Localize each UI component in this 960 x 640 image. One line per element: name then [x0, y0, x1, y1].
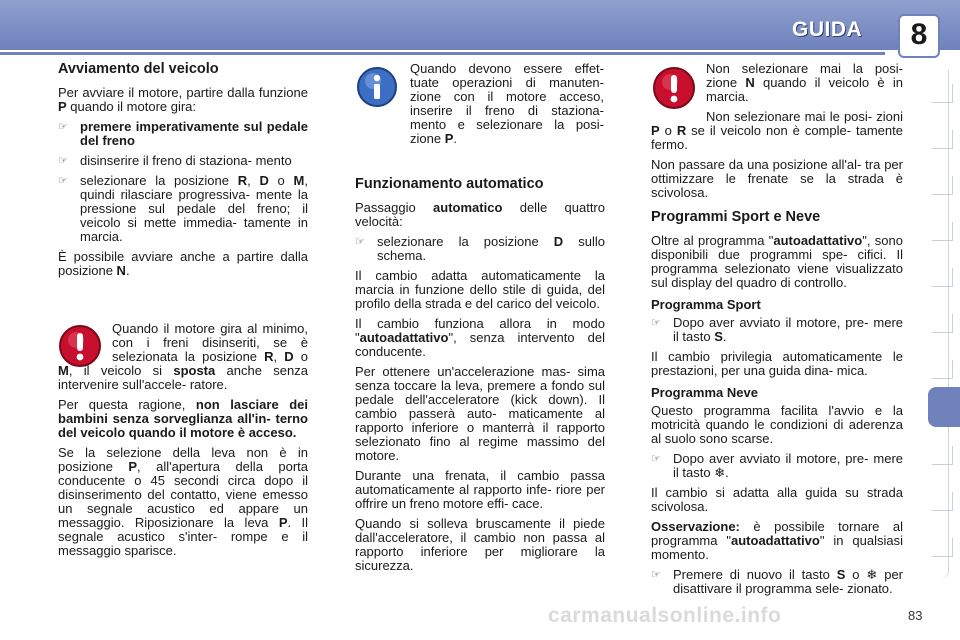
side-tab-active[interactable]: [928, 387, 960, 427]
column-2: [355, 177, 605, 579]
paragraph: Non passare da una posizione all'al- tra per ottimizzare le frenate se la strada è scivolosa.: [651, 157, 903, 200]
section-heading: Avviamento del veicolo: [58, 61, 219, 77]
side-tab[interactable]: [932, 176, 953, 195]
subsection-heading: Programma Sport: [651, 297, 761, 312]
paragraph: Il cambio si adatta alla guida su strada scivolosa.: [651, 485, 903, 514]
side-tab[interactable]: [932, 446, 953, 465]
info-icon: [356, 66, 398, 108]
warning-text: Quando il motore gira al minimo, con i freni disinseriti, se è selezionata la posizione R, D o M, il veicolo si sposta anche senza intervenire sull'accele- ratore.: [58, 321, 308, 392]
paragraph: Il cambio privilegia automaticamente le prestazioni, per una guida dina- mica.: [651, 349, 903, 378]
paragraph: È possibile avviare anche a partire dalla posizione N.: [58, 249, 308, 278]
hand-pointer-icon: ☞: [58, 175, 68, 187]
side-tab[interactable]: [932, 538, 953, 557]
side-tabs: [928, 60, 960, 580]
paragraph: Il cambio adatta automaticamente la marcia in funzione dello stile di guida, del profilo della strada e del carico del veicolo.: [355, 268, 605, 311]
paragraph: Per questa ragione, non lasciare dei bambini senza sorveglianza all'in- terno del veicolo quando il motore è acceso.: [58, 397, 308, 440]
paragraph: Quando si solleva bruscamente il piede dall'acceleratore, il cambio non passa al rapporto inferiore per migliorare la sicurezza.: [355, 516, 605, 573]
bullet-item: ☞ selezionare la posizione D sullo schema.: [355, 234, 605, 263]
snowflake-icon: ❄: [866, 567, 878, 582]
bullet-item: ☞ premere imperativamente sul pedale del freno: [58, 119, 308, 148]
paragraph: Osservazione: è possibile tornare al programma "autoadattativo" in qualsiasi momento.: [651, 519, 903, 562]
warning-text: Non selezionare mai la posi- zione N quando il veicolo è in marcia.: [706, 61, 903, 104]
warning-box: [58, 322, 308, 564]
subsection-heading: Programma Neve: [651, 385, 758, 400]
page-number: 83: [908, 608, 923, 623]
side-tab[interactable]: [932, 492, 953, 511]
chapter-title: GUIDA: [792, 18, 863, 41]
side-tab[interactable]: [932, 268, 953, 287]
side-tab[interactable]: [932, 84, 953, 103]
column-1: [58, 62, 308, 284]
paragraph: Passaggio automatico delle quattro velocità:: [355, 200, 605, 229]
paragraph: Per avviare il motore, partire dalla funzione P quando il motore gira:: [58, 85, 308, 114]
info-text: Quando devono essere effet- tuate operazioni di manuten- zione con il motore acceso, inserire il freno di staziona- mento e selezionare la posi- zione P.: [410, 61, 604, 146]
bullet-item: ☞ Dopo aver avviato il motore, pre- mere il tasto ❄.: [651, 451, 903, 480]
section-heading: Programmi Sport e Neve: [651, 209, 821, 225]
hand-pointer-icon: ☞: [355, 236, 365, 248]
paragraph: Oltre al programma "autoadattativo", sono disponibili due programmi spe- cifici. Il programma selezionato viene visualizzato sul display del quadro di controllo.: [651, 233, 903, 290]
side-tab[interactable]: [932, 360, 953, 379]
hand-pointer-icon: ☞: [651, 569, 661, 581]
paragraph: Il cambio funziona allora in modo "autoadattativo", senza intervento del conducente.: [355, 316, 605, 359]
section-heading: Funzionamento automatico: [355, 176, 544, 192]
paragraph: Se la selezione della leva non è in posizione P, all'apertura della porta conducente o 45 secondi circa dopo il disinserimento del contatto, viene emesso un segnale acustico ed appare un messaggio. Riposizionare la leva P. Il segnale acustico s'inter- rompe e il messaggio sparisce.: [58, 445, 308, 558]
side-tab[interactable]: [932, 222, 953, 241]
hand-pointer-icon: ☞: [651, 453, 661, 465]
watermark: carmanualsonline.info: [548, 604, 782, 627]
hand-pointer-icon: ☞: [58, 155, 68, 167]
side-tab[interactable]: [932, 130, 953, 149]
side-tab[interactable]: [932, 314, 953, 333]
snowflake-icon: ❄: [714, 465, 726, 480]
paragraph: Durante una frenata, il cambio passa automaticamente al rapporto infe- riore per offrire un freno motore effi- cace.: [355, 468, 605, 511]
bullet-item: ☞ disinserire il freno di staziona- mento: [58, 153, 292, 168]
warning-text: Non selezionare mai le posi- zioni P o R se il veicolo non è comple- tamente fermo.: [651, 109, 903, 152]
paragraph: Per ottenere un'accelerazione mas- sima senza toccare la leva, premere a fondo sul pedale dell'acceleratore (kick down). Il cambio passerà auto- maticamente al rapporto inferiore o manterrà il rapporto selezionato fino al regime massimo del motore.: [355, 364, 605, 463]
bullet-item: ☞ selezionare la posizione R, D o M, quindi rilasciare progressiva- mente la pressione sul pedale del freno; il veicolo si mette immedia- tamente in marcia.: [58, 173, 308, 244]
bullet-item: ☞ Premere di nuovo il tasto S o ❄ per disattivare il programma sele- zionato.: [651, 567, 903, 596]
bullet-item: ☞ Dopo aver avviato il motore, pre- mere il tasto S.: [651, 315, 903, 344]
header-rule: [0, 52, 885, 55]
paragraph: Questo programma facilita l'avvio e la motricità quando le condizioni di aderenza al suolo sono scarse.: [651, 403, 903, 446]
info-box: [410, 62, 604, 152]
chapter-number: 8: [910, 18, 928, 51]
hand-pointer-icon: ☞: [651, 317, 661, 329]
hand-pointer-icon: ☞: [58, 121, 68, 133]
column-3: [651, 62, 903, 602]
